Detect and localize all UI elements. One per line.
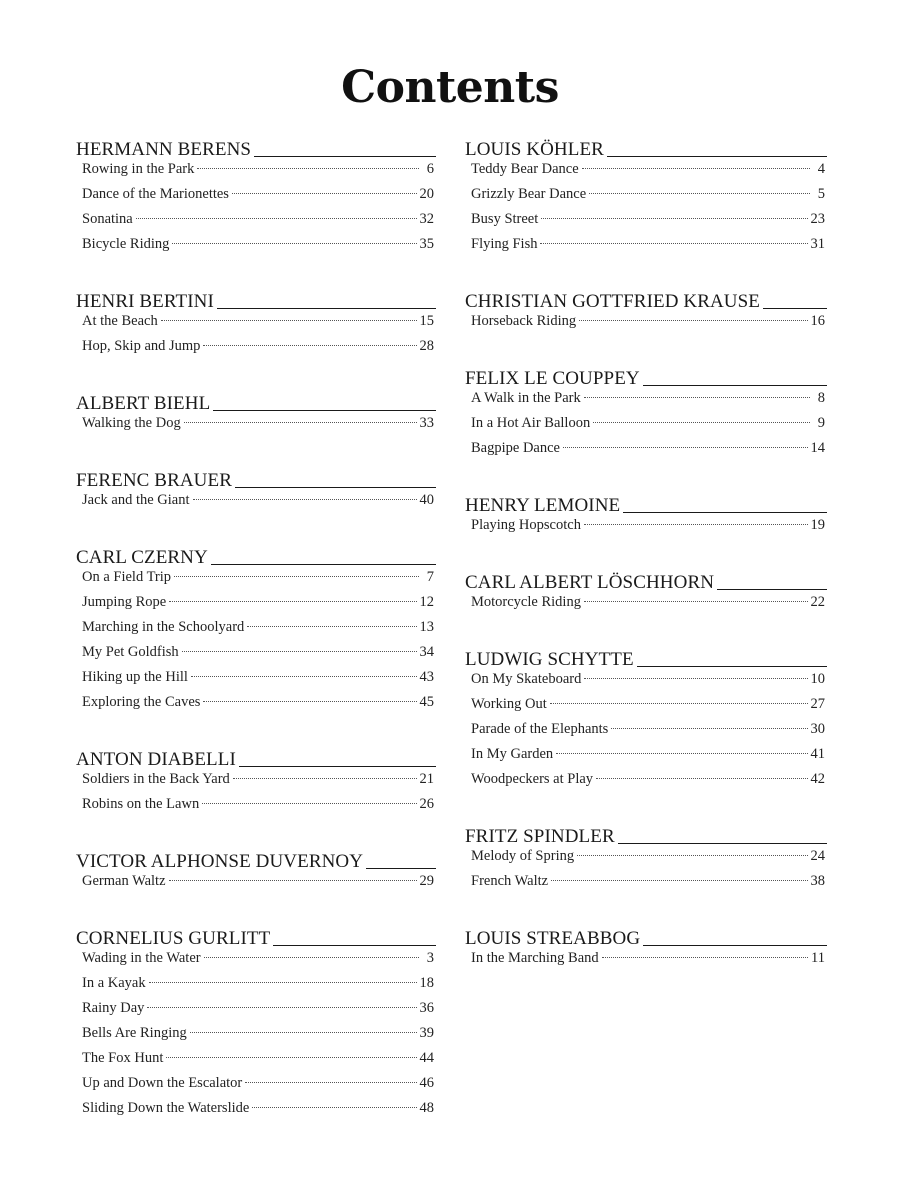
composer-name: FERENC BRAUER (76, 470, 232, 491)
piece-title: Marching in the Schoolyard (82, 619, 245, 635)
dot-leader (596, 778, 807, 779)
piece-title: My Pet Goldfish (82, 644, 179, 660)
dot-leader (584, 524, 808, 525)
composer-heading (76, 288, 436, 313)
piece-title: The Fox Hunt (82, 1050, 164, 1066)
dot-leader (593, 422, 810, 423)
page-number: 24 (810, 848, 825, 864)
contents-entry (465, 390, 827, 415)
composer-heading (465, 288, 827, 313)
contents-entry (76, 619, 436, 644)
page-number: 28 (419, 338, 434, 354)
page-number: 12 (419, 594, 434, 610)
piece-title: Soldiers in the Back Yard (82, 771, 230, 787)
dot-leader (190, 1032, 417, 1033)
piece-title: Hop, Skip and Jump (82, 338, 201, 354)
piece-title: Hiking up the Hill (82, 669, 188, 685)
piece-title: Sliding Down the Waterslide (82, 1100, 250, 1116)
page-number: 9 (817, 415, 825, 431)
contents-entry (465, 186, 827, 211)
dot-leader (577, 855, 807, 856)
contents-entry (76, 873, 436, 898)
dot-leader (611, 728, 807, 729)
piece-title: Teddy Bear Dance (471, 161, 579, 177)
piece-title: Rowing in the Park (82, 161, 195, 177)
dot-leader (149, 982, 417, 983)
page-number: 32 (419, 211, 434, 227)
dot-leader (197, 168, 419, 169)
composer-heading (76, 848, 436, 873)
composer-name: VICTOR ALPHONSE DUVERNOY (76, 851, 364, 872)
left-column (76, 136, 436, 1152)
contents-entry (465, 671, 827, 696)
page-number: 21 (419, 771, 434, 787)
page-number: 45 (419, 694, 434, 710)
composer-section (76, 925, 436, 1125)
contents-entry (76, 796, 436, 821)
composer-heading (465, 365, 827, 390)
page-number: 7 (426, 569, 434, 585)
composer-heading (76, 390, 436, 415)
contents-entry (465, 313, 827, 338)
contents-entry (465, 211, 827, 236)
contents-entry (76, 644, 436, 669)
piece-title: Parade of the Elephants (471, 721, 609, 737)
contents-entry (76, 771, 436, 796)
piece-title: Playing Hopscotch (471, 517, 581, 533)
contents-entry (76, 236, 436, 261)
page-number: 34 (419, 644, 434, 660)
heading-rule (643, 385, 827, 386)
page-number: 30 (810, 721, 825, 737)
composer-section (76, 136, 436, 261)
page-number: 5 (817, 186, 825, 202)
heading-rule (211, 564, 436, 565)
contents-entry (76, 569, 436, 594)
dot-leader (202, 803, 416, 804)
piece-title: Jack and the Giant (82, 492, 190, 508)
contents-entry (76, 1100, 436, 1125)
composer-section (76, 544, 436, 719)
piece-title: Bells Are Ringing (82, 1025, 187, 1041)
piece-title: Flying Fish (471, 236, 538, 252)
piece-title: Sonatina (82, 211, 133, 227)
contents-entry (76, 1050, 436, 1075)
dot-leader (204, 957, 419, 958)
composer-section (76, 390, 436, 440)
composer-name: LUDWIG SCHYTTE (465, 649, 634, 670)
composer-name: FRITZ SPINDLER (465, 826, 615, 847)
piece-title: Bicycle Riding (82, 236, 170, 252)
piece-title: Rainy Day (82, 1000, 145, 1016)
contents-entry (76, 1000, 436, 1025)
composer-heading (76, 136, 436, 161)
piece-title: Woodpeckers at Play (471, 771, 594, 787)
heading-rule (618, 843, 827, 844)
piece-title: Busy Street (471, 211, 539, 227)
contents-entry (465, 873, 827, 898)
dot-leader (232, 193, 417, 194)
composer-section (465, 823, 827, 898)
dot-leader (589, 193, 810, 194)
page-number: 19 (810, 517, 825, 533)
composer-name: HENRY LEMOINE (465, 495, 621, 516)
page-number: 20 (419, 186, 434, 202)
contents-entry (465, 415, 827, 440)
piece-title: Bagpipe Dance (471, 440, 560, 456)
piece-title: Up and Down the Escalator (82, 1075, 243, 1091)
page-number: 42 (810, 771, 825, 787)
dot-leader (182, 651, 417, 652)
contents-entry (465, 950, 827, 975)
dot-leader (169, 880, 417, 881)
dot-leader (136, 218, 417, 219)
composer-section (465, 646, 827, 796)
composer-name: LOUIS KÖHLER (465, 139, 604, 160)
contents-entry (465, 696, 827, 721)
right-column (465, 136, 827, 1002)
composer-name: LOUIS STREABBOG (465, 928, 641, 949)
page-number: 26 (419, 796, 434, 812)
page-number: 43 (419, 669, 434, 685)
composer-name: CARL CZERNY (76, 547, 208, 568)
page-number: 6 (426, 161, 434, 177)
page-number: 35 (419, 236, 434, 252)
piece-title: Working Out (471, 696, 547, 712)
dot-leader (563, 447, 808, 448)
page-number: 23 (810, 211, 825, 227)
heading-rule (637, 666, 827, 667)
dot-leader (556, 753, 807, 754)
piece-title: At the Beach (82, 313, 158, 329)
composer-heading (465, 925, 827, 950)
heading-rule (763, 308, 827, 309)
page-number: 14 (810, 440, 825, 456)
piece-title: German Waltz (82, 873, 166, 889)
composer-section (465, 569, 827, 619)
heading-rule (623, 512, 827, 513)
heading-rule (235, 487, 436, 488)
dot-leader (579, 320, 807, 321)
piece-title: Grizzly Bear Dance (471, 186, 587, 202)
contents-entry (76, 415, 436, 440)
heading-rule (239, 766, 436, 767)
piece-title: On My Skateboard (471, 671, 582, 687)
heading-rule (273, 945, 436, 946)
dot-leader (582, 168, 810, 169)
contents-entry (465, 440, 827, 465)
composer-section (465, 492, 827, 542)
page-number: 46 (419, 1075, 434, 1091)
page-number: 3 (426, 950, 434, 966)
contents-entry (76, 950, 436, 975)
page-number: 48 (419, 1100, 434, 1116)
contents-entry (76, 594, 436, 619)
contents-entry (76, 211, 436, 236)
page-number: 11 (811, 950, 825, 966)
composer-heading (76, 544, 436, 569)
heading-rule (607, 156, 827, 157)
page-number: 22 (810, 594, 825, 610)
dot-leader (203, 701, 416, 702)
contents-entry (465, 746, 827, 771)
composer-heading (465, 492, 827, 517)
page-number: 39 (419, 1025, 434, 1041)
dot-leader (193, 499, 417, 500)
composer-name: FELIX LE COUPPEY (465, 368, 640, 389)
dot-leader (245, 1082, 416, 1083)
dot-leader (247, 626, 416, 627)
composer-name: ALBERT BIEHL (76, 393, 211, 414)
contents-entry (76, 161, 436, 186)
page-number: 44 (419, 1050, 434, 1066)
composer-section (465, 136, 827, 261)
dot-leader (169, 601, 416, 602)
page-title: Contents (341, 62, 559, 113)
piece-title: In a Hot Air Balloon (471, 415, 591, 431)
composer-section (465, 288, 827, 338)
page-number: 40 (419, 492, 434, 508)
page-number: 18 (419, 975, 434, 991)
composer-name: CHRISTIAN GOTTFRIED KRAUSE (465, 291, 760, 312)
piece-title: Horseback Riding (471, 313, 577, 329)
page-number: 27 (810, 696, 825, 712)
page-number: 10 (810, 671, 825, 687)
page-number: 16 (810, 313, 825, 329)
composer-heading (76, 925, 436, 950)
heading-rule (254, 156, 436, 157)
composer-heading (465, 569, 827, 594)
contents-entry (76, 492, 436, 517)
dot-leader (602, 957, 808, 958)
piece-title: Wading in the Water (82, 950, 201, 966)
piece-title: A Walk in the Park (471, 390, 581, 406)
piece-title: Walking the Dog (82, 415, 181, 431)
page-number: 41 (810, 746, 825, 762)
composer-heading (465, 136, 827, 161)
composer-section (465, 925, 827, 975)
contents-entry (465, 517, 827, 542)
composer-section (76, 746, 436, 821)
contents-entry (465, 161, 827, 186)
contents-entry (76, 1025, 436, 1050)
contents-entry (465, 771, 827, 796)
page-number: 13 (419, 619, 434, 635)
dot-leader (191, 676, 417, 677)
contents-entry (465, 236, 827, 261)
page-number: 38 (810, 873, 825, 889)
composer-heading (76, 467, 436, 492)
composer-name: HENRI BERTINI (76, 291, 214, 312)
piece-title: Dance of the Marionettes (82, 186, 229, 202)
dot-leader (166, 1057, 416, 1058)
heading-rule (717, 589, 827, 590)
page-number: 4 (817, 161, 825, 177)
piece-title: Motorcycle Riding (471, 594, 581, 610)
composer-name: ANTON DIABELLI (76, 749, 236, 770)
page-number: 29 (419, 873, 434, 889)
contents-entry (465, 594, 827, 619)
contents-entry (76, 338, 436, 363)
dot-leader (233, 778, 417, 779)
composer-section (76, 288, 436, 363)
composer-heading (465, 646, 827, 671)
heading-rule (213, 410, 436, 411)
contents-entry (76, 694, 436, 719)
page-number: 31 (810, 236, 825, 252)
composer-section (76, 848, 436, 898)
piece-title: Exploring the Caves (82, 694, 201, 710)
dot-leader (161, 320, 417, 321)
piece-title: In a Kayak (82, 975, 146, 991)
composer-section (76, 467, 436, 517)
piece-title: Robins on the Lawn (82, 796, 200, 812)
contents-entry (76, 313, 436, 338)
composer-name: HERMANN BERENS (76, 139, 252, 160)
piece-title: Jumping Rope (82, 594, 167, 610)
dot-leader (584, 397, 810, 398)
dot-leader (203, 345, 416, 346)
contents-entry (465, 721, 827, 746)
page-number: 33 (419, 415, 434, 431)
heading-rule (643, 945, 827, 946)
piece-title: On a Field Trip (82, 569, 172, 585)
dot-leader (174, 576, 419, 577)
page-number: 8 (817, 390, 825, 406)
page-number: 15 (419, 313, 434, 329)
dot-leader (540, 243, 807, 244)
contents-entry (465, 848, 827, 873)
composer-heading (76, 746, 436, 771)
dot-leader (541, 218, 807, 219)
composer-name: CORNELIUS GURLITT (76, 928, 271, 949)
contents-entry (76, 186, 436, 211)
composer-heading (465, 823, 827, 848)
dot-leader (551, 880, 807, 881)
page-number: 36 (419, 1000, 434, 1016)
heading-rule (366, 868, 436, 869)
dot-leader (252, 1107, 416, 1108)
contents-entry (76, 669, 436, 694)
contents-entry (76, 975, 436, 1000)
composer-name: CARL ALBERT LÖSCHHORN (465, 572, 715, 593)
dot-leader (584, 601, 808, 602)
dot-leader (172, 243, 416, 244)
piece-title: In the Marching Band (471, 950, 599, 966)
heading-rule (217, 308, 436, 309)
contents-entry (76, 1075, 436, 1100)
dot-leader (184, 422, 417, 423)
dot-leader (550, 703, 808, 704)
composer-section (465, 365, 827, 465)
piece-title: French Waltz (471, 873, 549, 889)
dot-leader (147, 1007, 416, 1008)
dot-leader (584, 678, 807, 679)
piece-title: Melody of Spring (471, 848, 575, 864)
piece-title: In My Garden (471, 746, 554, 762)
